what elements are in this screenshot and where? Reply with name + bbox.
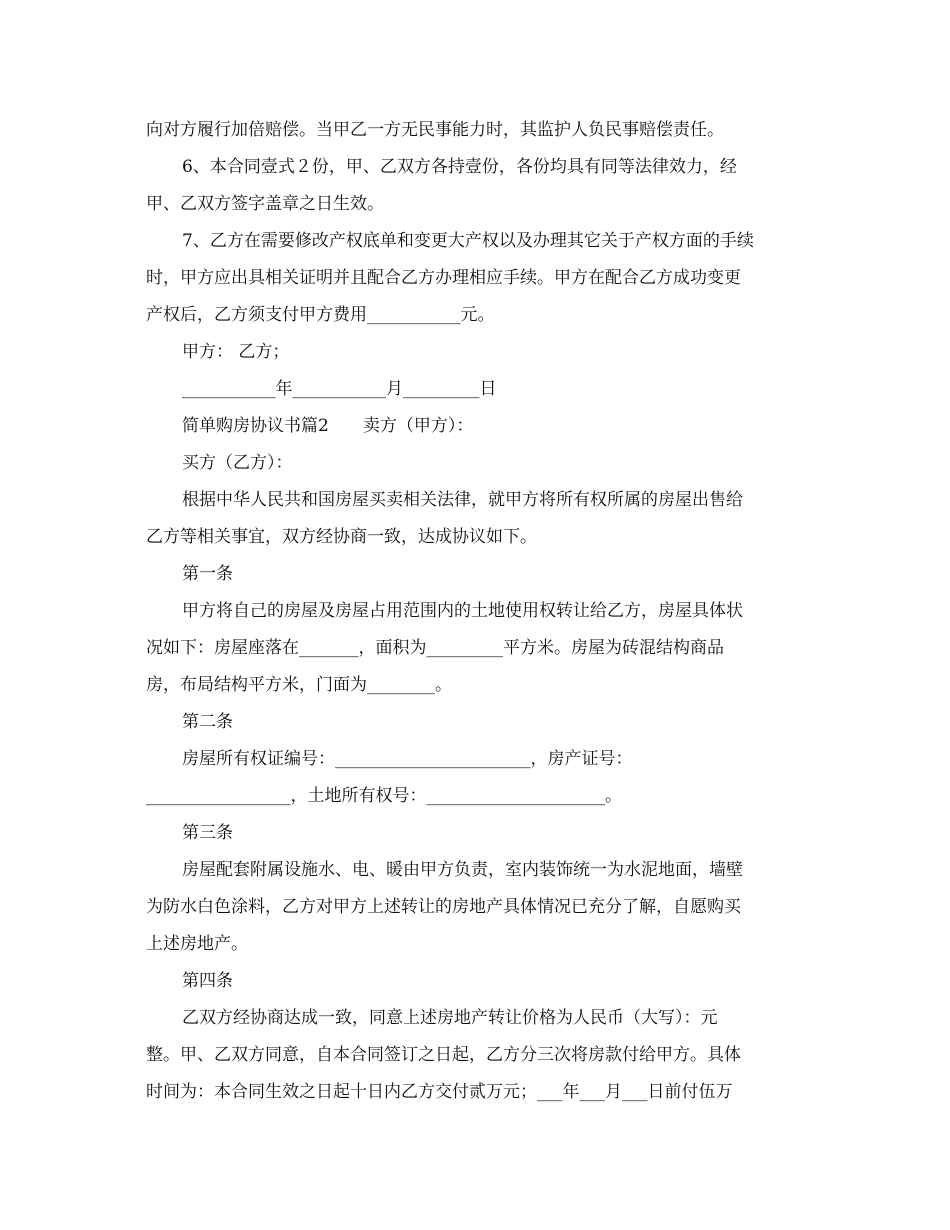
line-text: 6、本合同壹式２份，甲、乙双方各持壹份，各份均具有同等法律效力，经 bbox=[182, 157, 737, 177]
text-line bbox=[146, 297, 806, 334]
text-line bbox=[146, 112, 806, 149]
line-text: 时，甲方应出具相关证明并且配合乙方办理相应手续。甲方在配合乙方成功变更 bbox=[146, 268, 741, 288]
line-text: 第二条 bbox=[182, 712, 233, 732]
text-line bbox=[146, 852, 806, 889]
line-text: 简单购房协议书篇2 卖方（甲方）： bbox=[182, 416, 474, 436]
text-line bbox=[146, 482, 806, 519]
text-line bbox=[146, 1000, 806, 1037]
line-text: 第一条 bbox=[182, 564, 233, 584]
line-text: 上述房地产。 bbox=[146, 934, 248, 954]
line-text: 根据中华人民共和国房屋买卖相关法律，就甲方将所有权所属的房屋出售给 bbox=[182, 490, 743, 510]
text-line bbox=[146, 1037, 806, 1074]
signature-line bbox=[146, 334, 806, 371]
line-text: 为防水白色涂料，乙方对甲方上述转让的房地产具体情况已充分了解，自愿购买 bbox=[146, 897, 741, 917]
text-line bbox=[146, 445, 806, 482]
line-text: 向对方履行加倍赔偿。当甲乙一方无民事能力时，其监护人负民事赔偿责任。 bbox=[146, 120, 724, 140]
line-text: ___________年___________月_________日 bbox=[182, 379, 497, 399]
text-line bbox=[146, 778, 806, 815]
document-body bbox=[146, 112, 806, 1111]
line-text: 况如下：房屋座落在_______，面积为_________平方米。房屋为砖混结构商品 bbox=[146, 638, 724, 658]
article-heading bbox=[146, 963, 806, 1000]
line-text: 7、乙方在需要修改产权底单和变更大产权以及办理其它关于产权方面的手续 bbox=[182, 231, 754, 251]
text-line bbox=[146, 186, 806, 223]
text-line bbox=[146, 519, 806, 556]
text-line bbox=[146, 1074, 806, 1111]
line-text: 甲方将自己的房屋及房屋占用范围内的土地使用权转让给乙方，房屋具体状 bbox=[182, 601, 743, 621]
line-text: 第三条 bbox=[182, 823, 233, 843]
line-text: 房屋所有权证编号：_______________________，房产证号： bbox=[182, 749, 633, 769]
text-line bbox=[146, 926, 806, 963]
line-text: 产权后，乙方须支付甲方费用___________元。 bbox=[146, 305, 495, 325]
article-heading bbox=[146, 815, 806, 852]
line-text: 甲方： 乙方； bbox=[182, 342, 290, 362]
section-heading bbox=[146, 408, 806, 445]
line-text: 乙方等相关事宜，双方经协商一致，达成协议如下。 bbox=[146, 527, 537, 547]
line-text: 房，布局结构平方米，门面为________。 bbox=[146, 675, 452, 695]
text-line bbox=[146, 889, 806, 926]
text-line bbox=[146, 630, 806, 667]
text-line bbox=[146, 667, 806, 704]
line-text: 甲、乙双方签字盖章之日生效。 bbox=[146, 194, 384, 214]
line-text: 乙双方经协商达成一致，同意上述房地产转让价格为人民币（大写）：元 bbox=[182, 1008, 718, 1028]
date-line bbox=[146, 371, 806, 408]
line-text: 时间为：本合同生效之日起十日内乙方交付贰万元；___年___月___日前付伍万 bbox=[146, 1082, 733, 1102]
article-heading bbox=[146, 556, 806, 593]
line-text: 整。甲、乙双方同意，自本合同签订之日起，乙方分三次将房款付给甲方。具体 bbox=[146, 1045, 741, 1065]
article-heading bbox=[146, 704, 806, 741]
text-line bbox=[146, 741, 806, 778]
text-line bbox=[146, 593, 806, 630]
line-text: 第四条 bbox=[182, 971, 233, 991]
line-text: 房屋配套附属设施水、电、暖由甲方负责，室内装饰统一为水泥地面，墙壁 bbox=[182, 860, 743, 880]
text-line bbox=[146, 260, 806, 297]
text-line bbox=[146, 149, 806, 186]
text-line bbox=[146, 223, 806, 260]
line-text: _________________，土地所有权号：_____________________。 bbox=[146, 786, 622, 806]
line-text: 买方（乙方）： bbox=[182, 453, 293, 473]
